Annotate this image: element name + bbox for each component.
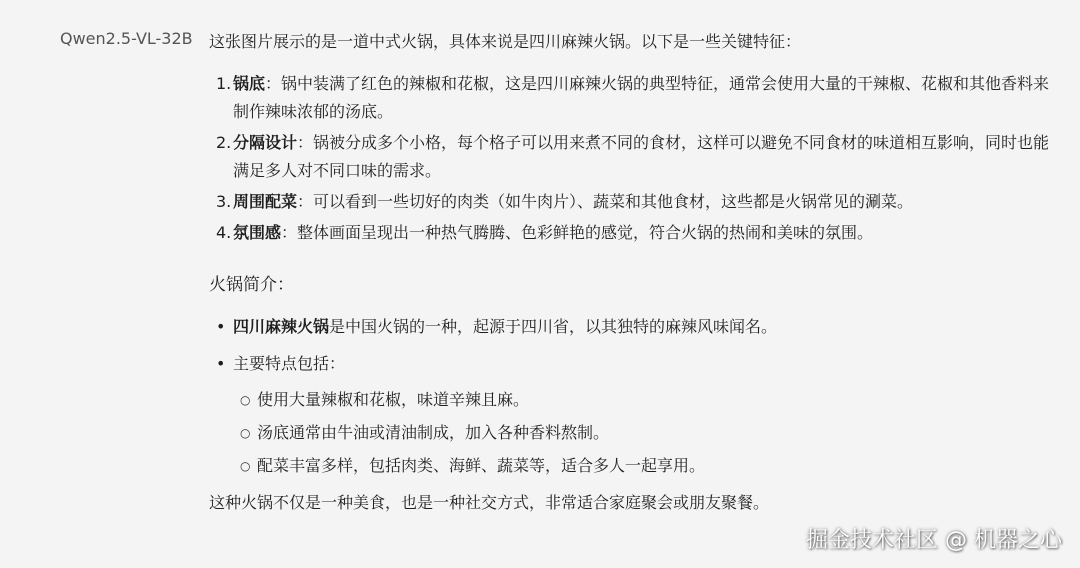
bullet-text: 是中国火锅的一种，起源于四川省，以其独特的麻辣风味闻名。 (329, 317, 778, 336)
feature-number: 3. (216, 192, 232, 211)
watermark: 掘金技术社区 @ 机器之心 (806, 528, 1062, 553)
sub-bullet-item (233, 386, 1059, 414)
intro-bullets (209, 313, 1059, 480)
sub-bullets (233, 386, 1059, 480)
sub-bullet-item (233, 452, 1059, 480)
hollow-circle-icon: ○ (240, 426, 251, 440)
bullet-text: 主要特点包括： (233, 354, 346, 373)
hollow-circle-icon: ○ (240, 459, 251, 473)
feature-item (209, 129, 1059, 185)
sub-bullet-text: 汤底通常由牛油或清油制成，加入各种香料熬制。 (257, 423, 610, 442)
bullet-item (209, 313, 1059, 341)
feature-text: ：锅中装满了红色的辣椒和花椒，这是四川麻辣火锅的典型特征，通常会使用大量的干辣椒、花椒和其他香料来制作辣味浓郁的汤底。 (233, 74, 1050, 121)
feature-number: 4. (216, 223, 232, 242)
feature-text: ：锅被分成多个小格，每个格子可以用来煮不同的食材，这样可以避免不同食材的味道相互影响，同时也能满足多人对不同口味的需求。 (233, 133, 1050, 180)
model-name-label: Qwen2.5-VL-32B (60, 29, 193, 48)
features-list (209, 70, 1059, 247)
feature-title: 周围配菜 (233, 192, 298, 211)
hollow-circle-icon: ○ (240, 393, 251, 407)
closing-paragraph: 这种火锅不仅是一种美食，也是一种社交方式，非常适合家庭聚会或朋友聚餐。 (209, 493, 770, 512)
feature-number: 2. (216, 133, 232, 152)
feature-text: ：可以看到一些切好的肉类（如牛肉片）、蔬菜和其他食材，这些都是火锅常见的涮菜。 (297, 192, 914, 211)
bullet-dot-icon: • (216, 317, 226, 336)
response-content (209, 28, 1059, 517)
sub-bullet-item (233, 419, 1059, 447)
sub-bullet-text: 配菜丰富多样，包括肉类、海鲜、蔬菜等，适合多人一起享用。 (257, 456, 706, 475)
feature-title: 锅底 (233, 74, 266, 93)
sub-bullet-text: 使用大量辣椒和花椒，味道辛辣且麻。 (257, 390, 530, 409)
feature-item (209, 188, 1059, 216)
bullet-dot-icon: • (216, 354, 226, 373)
intro-paragraph: 这张图片展示的是一道中式火锅，具体来说是四川麻辣火锅。以下是一些关键特征： (209, 32, 802, 51)
feature-number: 1. (216, 74, 232, 93)
feature-title: 氛围感 (233, 223, 282, 242)
feature-text: ：整体画面呈现出一种热气腾腾、色彩鲜艳的感觉，符合火锅的热闹和美味的氛围。 (281, 223, 874, 242)
bullet-bold-text: 四川麻辣火锅 (233, 317, 330, 336)
feature-item (209, 219, 1059, 247)
feature-title: 分隔设计 (233, 133, 298, 152)
feature-item (209, 70, 1059, 126)
section-title: 火锅简介： (209, 275, 294, 295)
bullet-item (209, 350, 1059, 480)
